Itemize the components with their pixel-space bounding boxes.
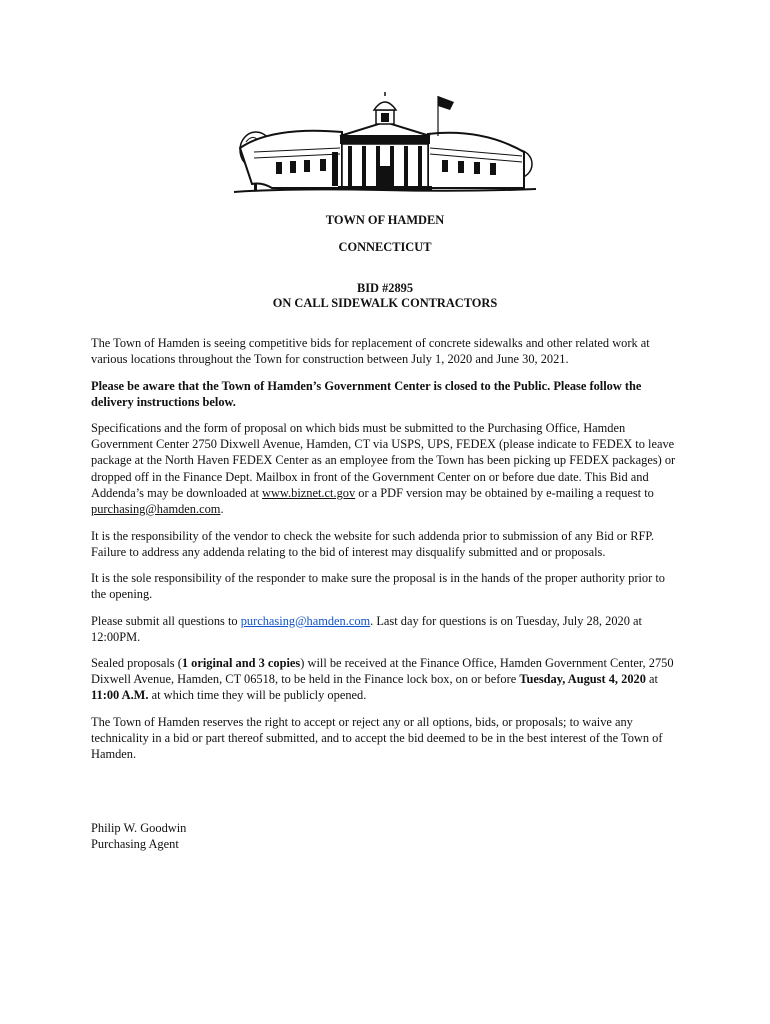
sealed-proposals-paragraph (91, 655, 683, 704)
questions-pre: Please submit all questions to (91, 614, 241, 628)
sealed-mid2: at (645, 672, 658, 687)
town-hall-logo (232, 92, 538, 196)
specifications-end: . (220, 502, 224, 517)
town-name: TOWN OF HAMDEN (325, 213, 445, 227)
reservation-paragraph: The Town of Hamden reserves the right to accept or reject any or all options, bids, or proposals; to waive any technicality in a bid or part thereof submitted, and to accept the bid deemed to be in the best interest of the Town of Hamden. (91, 715, 663, 762)
due-time: 11:00 A.M. (91, 688, 149, 703)
questions-email-link[interactable]: purchasing@hamden.com (240, 614, 371, 628)
specifications-text: Specifications and the form of proposal on which bids must be submitted to the Purchasing Office, Hamden Government Center 2750 Dixwell Avenue, Hamden, CT via USPS, UPS, FEDEX (please indicate to FEDEX to leave package at the North Haven FEDEX Center as an employee from the Town has been picking up FEDEX packages) or dropped off in the Finance Dept. Mailbox in front of the Government Center on or before due date. This Bid and Addenda’s may be downloaded at (91, 421, 676, 500)
due-date: Tuesday, August 4, 2020 (519, 672, 646, 687)
intro-paragraph: The Town of Hamden is seeing competitive bids for replacement of concrete sidewalks and other related work at various locations throughout the Town for construction between July 1, 2020 and June 30, 2021. (91, 336, 650, 367)
specifications-paragraph (91, 420, 683, 517)
copies-count: 1 original and 3 copies (181, 656, 301, 670)
bid-number: BID #2895 (356, 281, 414, 295)
signer-title: Purchasing Agent (91, 837, 179, 851)
closure-notice: Please be aware that the Town of Hamden’s Government Center is closed to the Public. Please follow the delivery instructions below. (91, 379, 642, 410)
specifications-mid: or a PDF version may be obtained by e-mailing a request to (355, 485, 654, 500)
sealed-end: at which time they will be publicly opened. (148, 688, 367, 703)
sealed-mid: ) will be received at the Finance Office, Hamden Government Center, 2750 Dixwell Avenue, Hamden, CT 06518, to be held in the Finance lock box, on or before (91, 656, 674, 687)
questions-post: . Last day for questions is on Tuesday, July 28, 2020 at 12:00PM. (91, 614, 642, 645)
addenda-paragraph: It is the responsibility of the vendor to check the website for such addenda prior to submission of any Bid or RFP. Failure to address any addenda relating to the bid of interest may disqualify submitted and or proposals. (91, 529, 654, 560)
bid-title: ON CALL SIDEWALK CONTRACTORS (272, 296, 498, 310)
signer-name: Philip W. Goodwin (91, 821, 187, 835)
questions-paragraph (91, 613, 683, 645)
biznet-link[interactable]: www.biznet.ct.gov (262, 485, 356, 500)
responsibility-paragraph: It is the sole responsibility of the responder to make sure the proposal is in the hands of the proper authority prior to the opening. (91, 571, 665, 602)
email-link[interactable]: purchasing@hamden.com (91, 502, 221, 517)
state-name: CONNECTICUT (338, 240, 432, 254)
sealed-pre: Sealed proposals ( (91, 656, 182, 670)
